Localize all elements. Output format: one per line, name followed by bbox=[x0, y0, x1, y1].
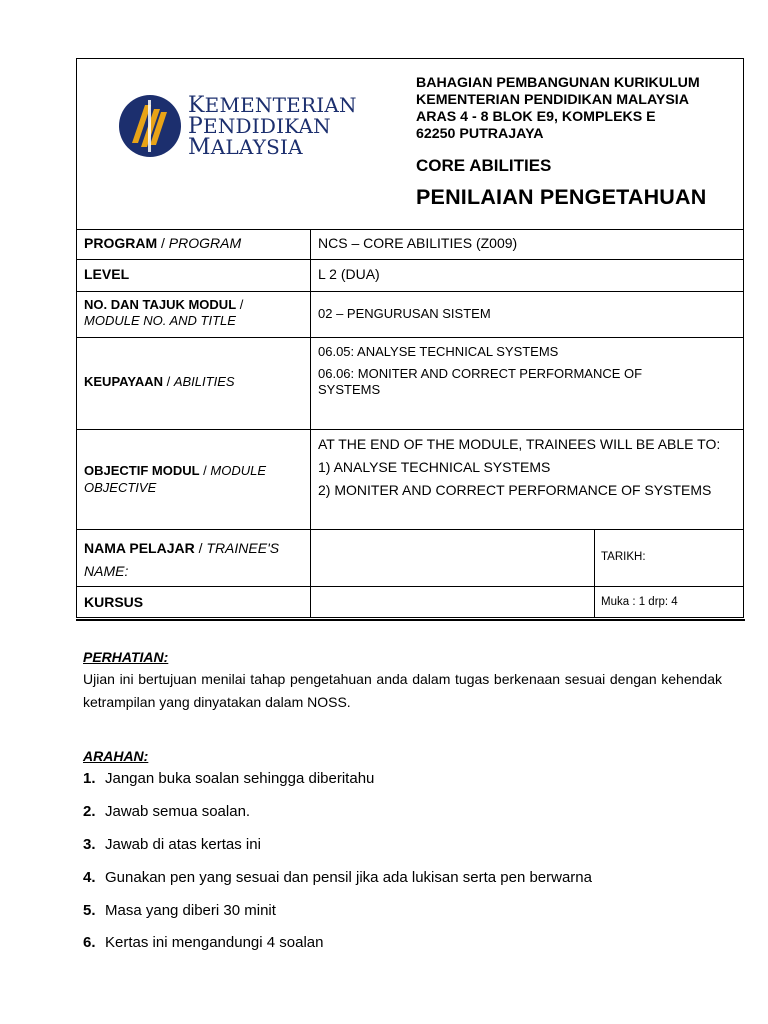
trainee-label-italic-a: TRAINEE'S bbox=[206, 540, 280, 556]
trainee-name-field[interactable] bbox=[312, 531, 592, 585]
section-title: CORE ABILITIES bbox=[416, 156, 552, 175]
course-field[interactable] bbox=[312, 588, 592, 616]
ministry-emblem-icon bbox=[118, 94, 182, 158]
instruction-text: Gunakan pen yang sesuai dan pensil jika ada lukisan serta pen berwarna bbox=[105, 869, 592, 886]
module-label-bold: NO. DAN TAJUK MODUL bbox=[84, 297, 237, 312]
instruction-item bbox=[83, 770, 374, 787]
objective-value-3: 2) MONITER AND CORRECT PERFORMANCE OF SYSTEMS bbox=[318, 482, 712, 498]
instruction-number: 5. bbox=[83, 902, 96, 919]
rule-objective bbox=[76, 529, 744, 530]
level-label bbox=[84, 266, 129, 282]
course-label-bold: KURSUS bbox=[84, 594, 144, 610]
org-line: 62250 PUTRAJAYA bbox=[416, 126, 544, 142]
rule-header bbox=[76, 229, 744, 230]
instruction-number: 6. bbox=[83, 934, 96, 951]
instruction-item bbox=[83, 869, 592, 886]
instruction-text: Masa yang diberi 30 minit bbox=[105, 902, 276, 919]
notice-heading: PERHATIAN: bbox=[83, 649, 169, 665]
objective-value-2: 1) ANALYSE TECHNICAL SYSTEMS bbox=[318, 459, 551, 475]
abilities-value-2b: SYSTEMS bbox=[318, 382, 381, 397]
wordmark-line-3: MALAYSIA bbox=[188, 135, 303, 160]
course-label bbox=[84, 594, 143, 610]
label-separator: / bbox=[163, 374, 174, 389]
label-separator: / bbox=[194, 540, 207, 556]
module-label bbox=[84, 297, 243, 329]
org-line: ARAS 4 - 8 BLOK E9, KOMPLEKS E bbox=[416, 109, 656, 125]
col-divider bbox=[310, 229, 311, 618]
instruction-text: Jangan buka soalan sehingga diberitahu bbox=[105, 770, 375, 787]
rule-level bbox=[76, 291, 744, 292]
objective-label-italic-a: MODULE bbox=[210, 463, 267, 478]
rule-module bbox=[76, 337, 744, 338]
rule-program bbox=[76, 259, 744, 260]
level-label-bold: LEVEL bbox=[84, 266, 130, 282]
instruction-item bbox=[83, 836, 261, 853]
page-indicator: Muka : 1 drp: 4 bbox=[601, 596, 678, 608]
trainee-label-italic-b: NAME: bbox=[84, 563, 129, 579]
rule-trainee bbox=[76, 586, 744, 587]
objective-label-bold: OBJECTIF MODUL bbox=[84, 463, 200, 478]
instruction-number: 1. bbox=[83, 770, 96, 787]
module-value: 02 – PENGURUSAN SISTEM bbox=[318, 306, 491, 321]
trainee-label-bold: NAMA PELAJAR bbox=[84, 540, 195, 556]
objective-value-1: AT THE END OF THE MODULE, TRAINEES WILL BE ABLE TO: bbox=[318, 436, 721, 452]
abilities-value-2 bbox=[318, 366, 642, 398]
date-label: TARIKH: bbox=[601, 551, 646, 563]
col-divider-date bbox=[594, 529, 595, 618]
instruction-text: Kertas ini mengandungi 4 soalan bbox=[105, 934, 324, 951]
program-label bbox=[84, 235, 241, 251]
abilities-value-1: 06.05: ANALYSE TECHNICAL SYSTEMS bbox=[318, 344, 559, 359]
objective-label bbox=[84, 462, 266, 496]
level-value: L 2 (DUA) bbox=[318, 266, 380, 282]
label-separator: / bbox=[236, 297, 244, 312]
instruction-number: 2. bbox=[83, 803, 96, 820]
instruction-text: Jawab di atas kertas ini bbox=[105, 836, 261, 853]
abilities-label-italic: ABILITIES bbox=[173, 374, 235, 389]
label-separator: / bbox=[199, 463, 211, 478]
program-label-bold: PROGRAM bbox=[84, 235, 158, 251]
label-separator: / bbox=[157, 235, 169, 251]
org-line: KEMENTERIAN PENDIDIKAN MALAYSIA bbox=[416, 92, 689, 108]
trainee-label bbox=[84, 537, 279, 583]
program-value: NCS – CORE ABILITIES (Z009) bbox=[318, 235, 518, 251]
abilities-label bbox=[84, 374, 235, 389]
instruction-item bbox=[83, 902, 276, 919]
program-label-italic: PROGRAM bbox=[168, 235, 242, 251]
org-line: BAHAGIAN PEMBANGUNAN KURIKULUM bbox=[416, 75, 700, 91]
wordmark-line-1: KEMENTERIAN bbox=[188, 93, 357, 118]
org-address bbox=[416, 75, 742, 143]
document-title: PENILAIAN PENGETAHUAN bbox=[416, 185, 707, 209]
wordmark-line-2: PENDIDIKAN bbox=[188, 114, 331, 139]
instruction-item bbox=[83, 803, 250, 820]
abilities-label-bold: KEUPAYAAN bbox=[84, 374, 163, 389]
abilities-value-2a: 06.06: MONITER AND CORRECT PERFORMANCE OF bbox=[318, 366, 643, 381]
objective-label-italic-b: OBJECTIVE bbox=[84, 480, 157, 495]
notice-text: Ujian ini bertujuan menilai tahap pengetahuan anda dalam tugas berkenaan sesuai dengan kehendak ketrampilan yang dinyatakan dalam NOSS. bbox=[83, 671, 722, 710]
instruction-text: Jawab semua soalan. bbox=[105, 803, 251, 820]
module-label-italic: MODULE NO. AND TITLE bbox=[84, 313, 236, 328]
ministry-wordmark bbox=[188, 95, 357, 158]
instruction-number: 3. bbox=[83, 836, 96, 853]
instruction-number: 4. bbox=[83, 869, 96, 886]
instructions-heading: ARAHAN: bbox=[83, 748, 149, 764]
ministry-logo bbox=[118, 92, 357, 160]
instruction-item bbox=[83, 934, 323, 951]
rule-abilities bbox=[76, 429, 744, 430]
frame-bottom-rule bbox=[76, 619, 745, 621]
